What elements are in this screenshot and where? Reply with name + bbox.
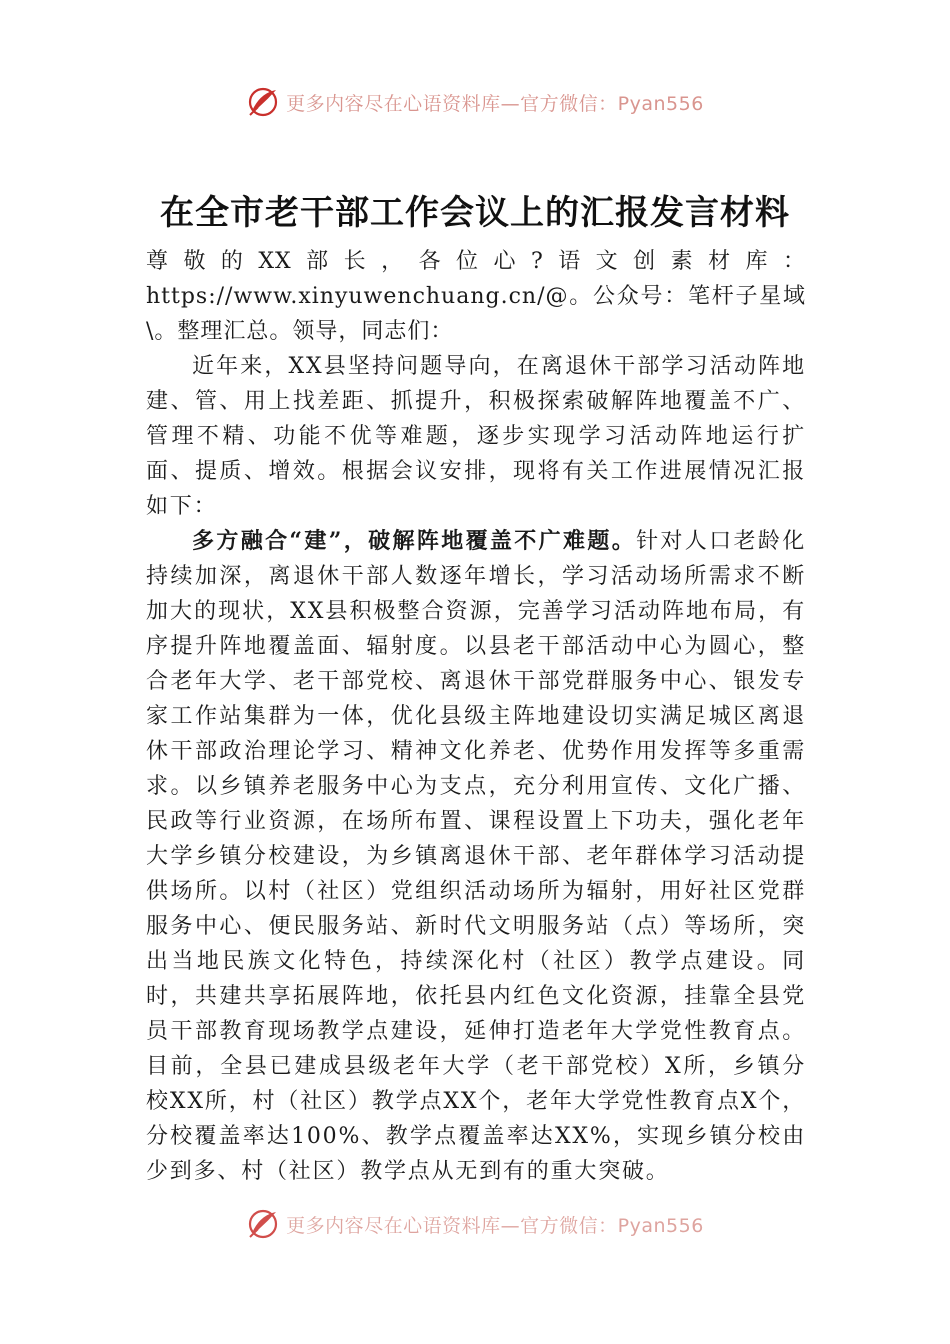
watermark-banner-bottom xyxy=(0,1200,950,1240)
section-1-body: 针对人口老龄化持续加深，离退休干部人数逐年增长，学习活动场所需求不断加大的现状，XX县积极整合资源，完善学习活动阵地布局，有序提升阵地覆盖面、辐射度。以县老干部活动中心为圆心，整合老年大学、老干部党校、离退休干部党群服务中心、银发专家工作站集群为一体，优化县级主阵地建设切实满足城区离退休干部政治理论学习、精神文化养老、优势作用发挥等多重需求。以乡镇养老服务中心为支点，充分利用宣传、文化广播、民政等行业资源，在场所布置、课程设置上下功夫，强化老年大学乡镇分校建设，为乡镇离退休干部、老年群体学习活动提供场所。以村（社区）党组织活动场所为辐射，用好社区党群服务中心、便民服务站、新时代文明服务站（点）等场所，突出当地民族文化特色，持续深化村（社区）教学点建设。同时，共建共享拓展阵地，依托县内红色文化资源，挂靠全县党员干部教育现场教学点建设，延伸打造老年大学党性教育点。目前，全县已建成县级老年大学（老干部党校）X所，乡镇分校XX所，村（社区）教学点XX个，老年大学党性教育点X个，分校覆盖率达100%、教学点覆盖率达XX%，实现乡镇分校由少到多、村（社区）教学点从无到有的重大突破。 xyxy=(146,529,806,1184)
watermark-text: 更多内容尽在心语资料库—官方微信：Pyan556 xyxy=(286,92,704,115)
watermark-text: 更多内容尽在心语资料库—官方微信：Pyan556 xyxy=(286,1214,704,1237)
quill-logo-icon xyxy=(246,85,280,119)
quill-logo-icon xyxy=(246,1207,280,1240)
watermark-banner-top xyxy=(0,80,950,124)
document-title: 在全市老干部工作会议上的汇报发言材料 xyxy=(160,193,790,233)
section-1-paragraph xyxy=(146,524,806,1189)
section-1-heading: 多方融合“建”，破解阵地覆盖不广难题。 xyxy=(192,528,637,554)
salutation-paragraph: 尊敬的XX部长，各位心?语文创素材库：https://www.xinyuwenchuang.cn/@。公众号：笔杆子星域\。整理汇总。领导，同志们： xyxy=(146,249,806,344)
document-body xyxy=(146,244,806,1189)
intro-paragraph: 近年来，XX县坚持问题导向，在离退休干部学习活动阵地建、管、用上找差距、抓提升，积极探索破解阵地覆盖不广、管理不精、功能不优等难题，逐步实现学习活动阵地运行扩面、提质、增效。根据会议安排，现将有关工作进展情况汇报如下： xyxy=(146,354,806,519)
